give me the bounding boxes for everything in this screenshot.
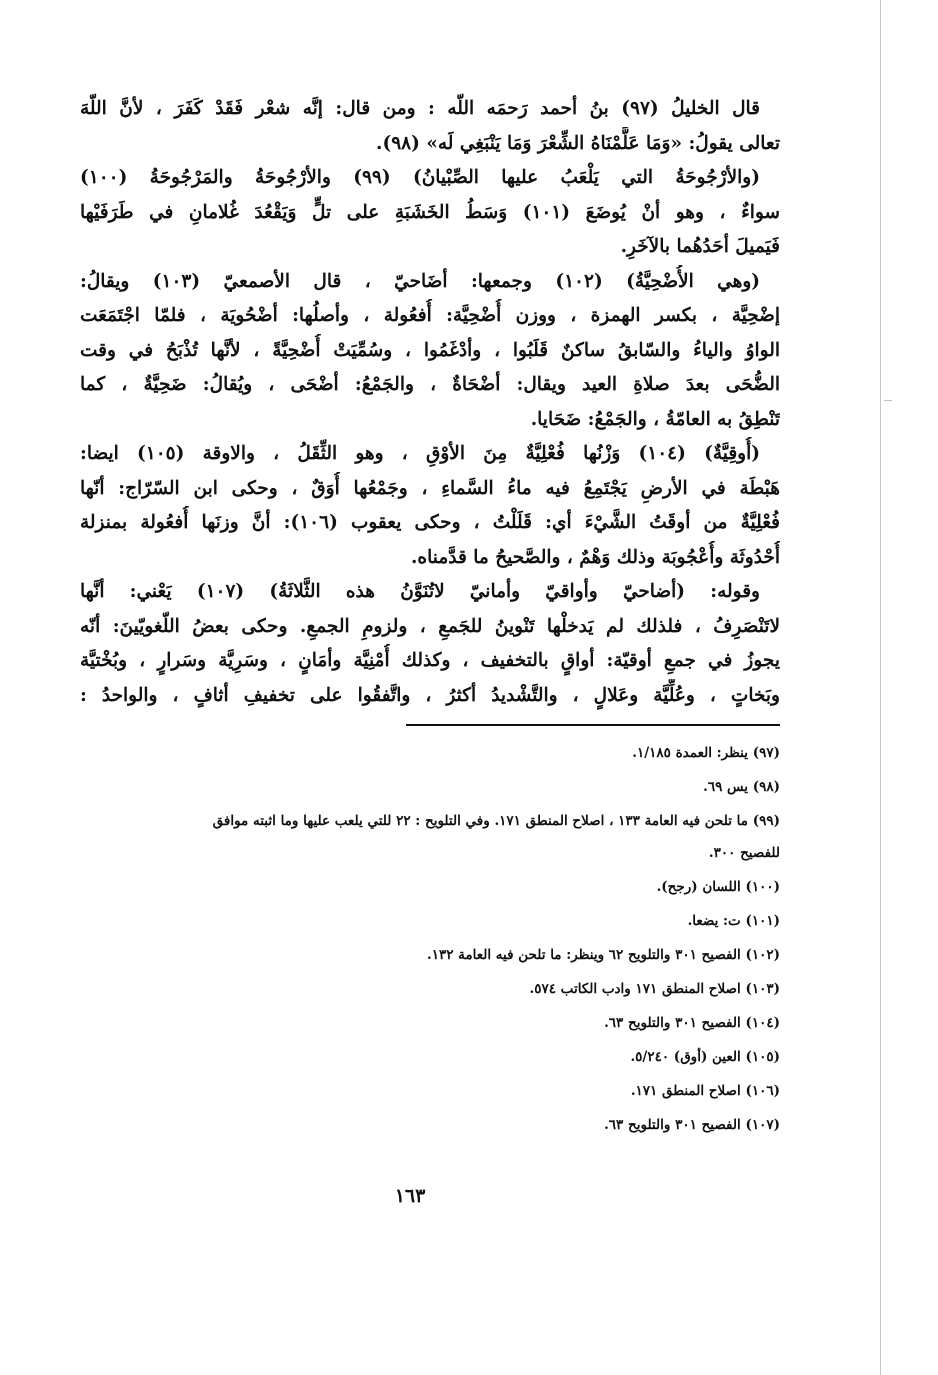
footnote: (١٠٢) الفصيح ٣٠١ والتلويح ٦٢ وينظر: ما تلحن فيه العامة ١٣٢. <box>426 947 780 963</box>
text-line: أُحْدُوثَة وأُعْجُوبَة وذلك وَهْمٌ ، والصَّحيحُ ما قدَّمناه. <box>410 546 780 568</box>
text-line: فُعْلِيَّةٌ من أوقَتُ الشَّيْءَ أي: قَلَلْتُ ، وحكى يعقوب (١٠٦): أنَّ وزنَها أُفعُولة بمنزلة <box>80 512 780 533</box>
text-line: هَبْطَة في الأرضِ يَجْتَمِعُ فيه ماءُ السَّماءِ ، وجَمْعُها أُوَقٌ ، وحكى ابن السّرّاج: أنّها <box>80 477 780 499</box>
footnote: (١٠٧) الفصيح ٣٠١ والتلويح ٦٣. <box>604 1117 780 1133</box>
footnote: (١٠٥) العين (أوق) ٥/٢٤٠. <box>630 1049 780 1065</box>
text-line: الواوُ والياءُ والسّابقُ ساكنٌ قَلَبُوا ، وأدْغَمُوا ، وسُمِّيَتْ أُضْحِيَّةً ، لأنَّها تُذْبَحُ في وقت <box>80 339 780 361</box>
page-content <box>80 92 780 1142</box>
text-line: تَنْطِقُ به العامّةُ ، والجَمْعُ: ضَحَايا. <box>530 408 780 430</box>
text-line: وقوله: (أضاحيّ وأواقيّ وأمانيّ لاتُنَوَّنُ هذه الثَّلاثَةُ) (١٠٧) يَعْني: أنَّها <box>80 581 760 602</box>
footnote: (١٠٠) اللسان (رجح). <box>656 879 780 895</box>
footnote: (١٠٤) الفصيح ٣٠١ والتلويح ٦٣. <box>604 1015 780 1031</box>
footnote: (٩٨) يس ٦٩. <box>703 779 780 795</box>
text-line: سواءٌ ، وهو أنْ يُوضَعَ (١٠١) وَسَطُ الخَشَبَةِ على تلٍّ وَيَقْعُدَ غُلامانِ في طَرَفَيْها <box>80 201 780 223</box>
footnote-separator <box>406 724 780 726</box>
text-line: لاتَنْصَرِفُ ، فلذلك لم يَدخلْها تَنْوينُ للجَمعِ ، ولزومِ الجمعِ. وحكى بعضُ اللّغويّينَ: أنّه <box>80 615 780 637</box>
page-number: ١٦٣ <box>394 1185 426 1207</box>
footnote: (١٠١) ت: يضعا. <box>687 913 780 929</box>
text-line: (والأرْجُوحَةُ التي يَلْعَبُ عليها الصِّبْيانُ) (٩٩) والأرْجُوحَةُ والمَرْجُوحَةُ (١٠٠) <box>80 167 760 188</box>
text-line: قال الخليلُ (٩٧) بنُ أحمد رَحمَه اللّه : ومن قال: إنَّه شعْر فَقَدْ كَفَرَ ، لأنَّ اللّهَ <box>80 98 760 119</box>
page-edge-tick <box>884 400 892 401</box>
footnote: (١٠٣) اصلاح المنطق ١٧١ وادب الكاتب ٥٧٤. <box>529 981 780 997</box>
text-line: (أُوقِيَّةٌ) (١٠٤) وَزْنُها فُعْلِيَّةٌ مِنَ الأوْقِ ، وهو الثِّقَلُ ، والاوقة (١٠٥) ايضا: <box>80 443 760 464</box>
footnote: (٩٩) ما تلحن فيه العامة ١٣٣ ، اصلاح المنطق ١٧١. وفي التلويح : ٢٢ للتي يلعب عليها وما اثبته موافق <box>212 813 780 829</box>
footnotes <box>80 736 780 1142</box>
footnote: (١٠٦) اصلاح المنطق ١٧١. <box>630 1083 780 1099</box>
page-edge-line <box>880 0 881 1375</box>
footnote-continuation: للفصيح ٣٠٠. <box>708 845 780 861</box>
text-line: الضُّحَى بعدَ صلاةِ العيد ويقال: أضْحَاةٌ ، والجَمْعُ: أضْحَى ، ويُقالُ: ضَحِيَّةٌ ، كما <box>80 374 780 395</box>
main-text <box>80 92 780 713</box>
footnote: (٩٧) ينظر: العمدة ١/١٨٥. <box>632 745 780 761</box>
text-line: (وهي الأُضْحِيَّةُ) (١٠٢) وجمعها: أضَاحيّ ، قال الأصمعيّ (١٠٣) ويقالُ: <box>80 270 761 292</box>
text-line: يجوزُ في جمعِ أوقيّة: أواقٍ بالتخفيف ، وكذلك أُمْنِيَّة وأمَانٍ ، وسَرِيَّة وسَرارٍ ، وبُخْتيَّة <box>80 650 780 671</box>
text-line: إضْحِيَّة ، بكسر الهمزة ، ووزن أُضْحِيَّة: أُفعُولة ، وأصلُها: أضْحُويَة ، فلمّا اجْتَمَعَت <box>80 305 780 326</box>
text-line: فَيَميلَ أحَدُهُما بالآخَرِ. <box>620 236 780 257</box>
text-line: وبَخاتٍ ، وعُلِّيَّة وعَلالٍ ، والتَّشْديدُ أكثرُ ، واتَّفقُوا على تخفيفِ أثافٍ ، والواحدُ : <box>80 684 780 706</box>
text-line: تعالى يقولُ: «وَمَا عَلَّمْنَاهُ الشِّعْرَ وَمَا يَنْبَغِي لَه» (٩٨). <box>376 132 780 154</box>
